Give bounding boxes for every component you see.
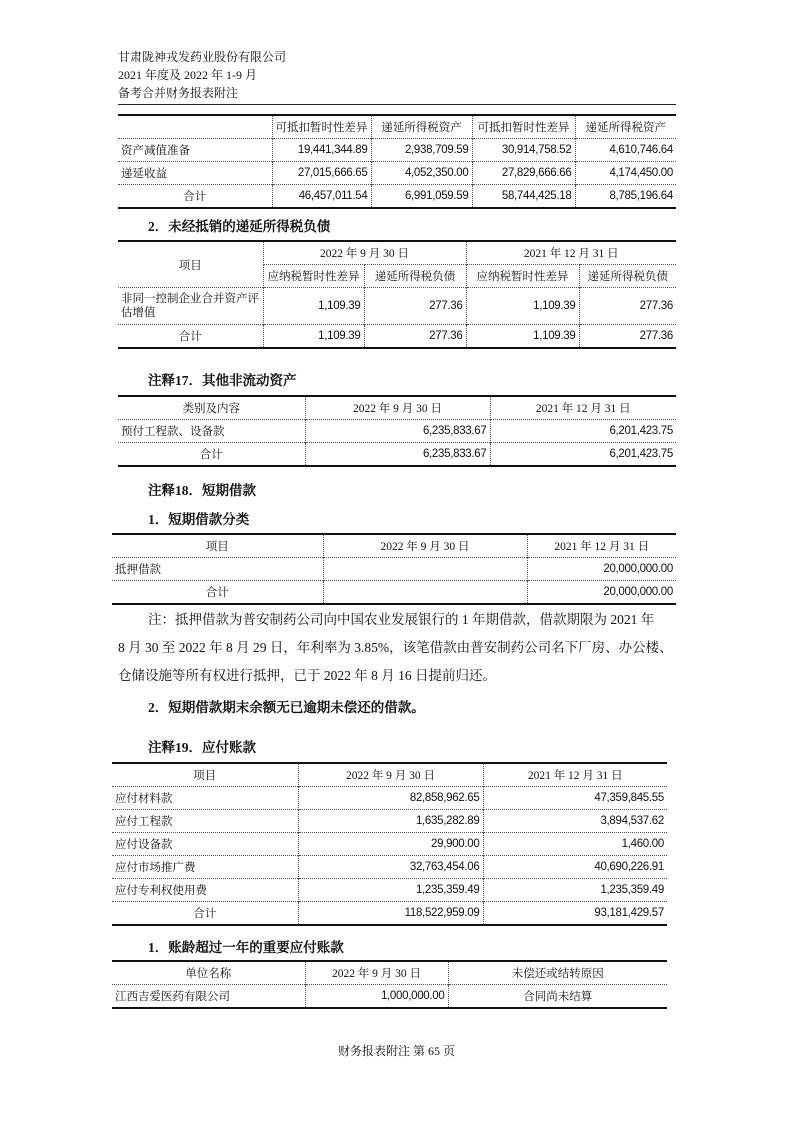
company-name: 甘肃陇神戎发药业股份有限公司 bbox=[118, 50, 287, 64]
note-line: 注：抵押借款为普安制药公司向中国农业发展银行的 1 年期借款，借款期限为 2021 年 bbox=[148, 612, 655, 627]
table-row bbox=[112, 879, 667, 902]
table-cell: 2022 年 9 月 30 日 bbox=[298, 763, 483, 787]
table-cell: 2022 年 9 月 30 日 bbox=[263, 241, 466, 265]
note18-heading: 注释18．短期借款 bbox=[148, 483, 256, 498]
table-cell: 2021 年 12 月 31 日 bbox=[466, 241, 676, 265]
table-cell: 合计 bbox=[118, 185, 272, 209]
header-divider bbox=[118, 104, 676, 105]
table-cell: 递延所得税资产 bbox=[575, 115, 676, 139]
section-heading: 1．短期借款分类 bbox=[148, 512, 250, 527]
accounts-payable-table bbox=[112, 762, 667, 926]
table-row bbox=[118, 139, 676, 162]
table-cell: 4,174,450.00 bbox=[575, 162, 676, 185]
table-cell: 未偿还或结转原因 bbox=[448, 961, 667, 985]
note-line: 8 月 30 至 2022 年 8 月 29 日，年利率为 3.85%，该笔借款由普安制药公司名下厂房、办公楼、 bbox=[118, 640, 673, 655]
table-cell bbox=[118, 115, 272, 139]
table-cell bbox=[323, 558, 527, 581]
table-cell: 应付设备款 bbox=[112, 833, 298, 856]
short-term-loans-table bbox=[112, 533, 676, 605]
table-cell: 递延收益 bbox=[118, 162, 272, 185]
table-cell: 合同尚未结算 bbox=[448, 985, 667, 1009]
table-cell: 2021 年 12 月 31 日 bbox=[483, 763, 667, 787]
table-cell: 资产减值准备 bbox=[118, 139, 272, 162]
table-cell: 2022 年 9 月 30 日 bbox=[305, 396, 490, 420]
table-cell: 6,201,423.75 bbox=[490, 443, 676, 467]
table-cell: 3,894,537.62 bbox=[483, 810, 667, 833]
table-cell: 合计 bbox=[118, 325, 263, 349]
table-cell: 项目 bbox=[118, 241, 263, 288]
table-cell: 4,610,746.64 bbox=[575, 139, 676, 162]
table-cell: 项目 bbox=[112, 534, 323, 558]
table-cell: 93,181,429.57 bbox=[483, 902, 667, 926]
table-row bbox=[112, 902, 667, 926]
table-cell: 6,991,059.59 bbox=[371, 185, 472, 209]
table-cell: 1,109.39 bbox=[263, 325, 364, 349]
table-cell: 应付市场推广费 bbox=[112, 856, 298, 879]
header-row bbox=[112, 961, 667, 985]
table-cell: 非同一控制企业合并资产评估增值 bbox=[118, 288, 263, 325]
table-cell: 29,900.00 bbox=[298, 833, 483, 856]
table-cell: 1,460.00 bbox=[483, 833, 667, 856]
table-row bbox=[118, 185, 676, 209]
note17-heading: 注释17．其他非流动资产 bbox=[148, 373, 297, 388]
deferred-tax-assets-table bbox=[118, 114, 676, 209]
table-cell bbox=[323, 581, 527, 605]
table-cell: 合计 bbox=[112, 581, 323, 605]
table-row bbox=[112, 985, 667, 1009]
table-cell: 82,858,962.65 bbox=[298, 787, 483, 810]
table-cell: 2022 年 9 月 30 日 bbox=[305, 961, 448, 985]
table-cell: 递延所得税负债 bbox=[579, 265, 676, 288]
table-cell: 58,744,425.18 bbox=[472, 185, 575, 209]
table-cell: 277.36 bbox=[579, 325, 676, 349]
table-row bbox=[112, 833, 667, 856]
table-row bbox=[112, 810, 667, 833]
table-cell: 应纳税暂时性差异 bbox=[263, 265, 364, 288]
table-row bbox=[118, 325, 676, 349]
table-cell: 递延所得税资产 bbox=[371, 115, 472, 139]
aged-payables-table bbox=[112, 960, 667, 1009]
table-cell: 1,235,359.49 bbox=[298, 879, 483, 902]
table-cell: 1,109.39 bbox=[263, 288, 364, 325]
table-cell: 46,457,011.54 bbox=[272, 185, 371, 209]
table-cell: 27,829,666.66 bbox=[472, 162, 575, 185]
table-row bbox=[112, 787, 667, 810]
table-row bbox=[112, 856, 667, 879]
table-cell: 1,109.39 bbox=[466, 288, 579, 325]
table-cell: 项目 bbox=[112, 763, 298, 787]
table-cell: 2021 年 12 月 31 日 bbox=[527, 534, 676, 558]
table-cell: 47,359,845.55 bbox=[483, 787, 667, 810]
table-cell: 118,522,959.09 bbox=[298, 902, 483, 926]
table-cell: 1,109.39 bbox=[466, 325, 579, 349]
table-cell: 应付工程款 bbox=[112, 810, 298, 833]
document-title: 备考合并财务报表附注 bbox=[118, 86, 239, 100]
table-row bbox=[112, 558, 676, 581]
note-paragraph bbox=[118, 606, 678, 690]
table-cell: 27,015,666.65 bbox=[272, 162, 371, 185]
table-row bbox=[118, 288, 676, 325]
table-cell: 应付专利权使用费 bbox=[112, 879, 298, 902]
page-footer: 财务报表附注 第 65 页 bbox=[337, 1044, 455, 1058]
table-cell: 6,235,833.67 bbox=[305, 443, 490, 467]
table-cell: 1,000,000.00 bbox=[305, 985, 448, 1009]
table-cell: 20,000,000.00 bbox=[527, 558, 676, 581]
table-cell: 可抵扣暂时性差异 bbox=[472, 115, 575, 139]
report-period: 2021 年度及 2022 年 1-9 月 bbox=[118, 68, 257, 82]
header-row bbox=[118, 396, 676, 420]
table-cell: 6,235,833.67 bbox=[305, 420, 490, 443]
table-cell: 32,763,454.06 bbox=[298, 856, 483, 879]
header-row bbox=[112, 763, 667, 787]
table-cell: 类别及内容 bbox=[118, 396, 305, 420]
table-cell: 应付材料款 bbox=[112, 787, 298, 810]
table-cell: 40,690,226.91 bbox=[483, 856, 667, 879]
table-cell: 8,785,196.64 bbox=[575, 185, 676, 209]
section-heading: 2．短期借款期末余额无已逾期未偿还的借款。 bbox=[148, 700, 425, 715]
other-noncurrent-assets-table bbox=[118, 395, 676, 467]
table-cell: 2,938,709.59 bbox=[371, 139, 472, 162]
table-cell: 6,201,423.75 bbox=[490, 420, 676, 443]
table-cell: 预付工程款、设备款 bbox=[118, 420, 305, 443]
table-cell: 合计 bbox=[118, 443, 305, 467]
note-line: 仓储设施等所有权进行抵押，已于 2022 年 8 月 16 日提前归还。 bbox=[118, 668, 496, 683]
section-heading: 1．账龄超过一年的重要应付账款 bbox=[148, 940, 344, 955]
table-cell: 递延所得税负债 bbox=[364, 265, 466, 288]
table-cell: 277.36 bbox=[364, 325, 466, 349]
table-cell: 江西吉爱医药有限公司 bbox=[112, 985, 305, 1009]
table-row bbox=[118, 420, 676, 443]
table-cell: 2021 年 12 月 31 日 bbox=[490, 396, 676, 420]
header-row bbox=[118, 115, 676, 139]
table-cell: 277.36 bbox=[579, 288, 676, 325]
table-row bbox=[112, 581, 676, 605]
table-row bbox=[118, 162, 676, 185]
table-cell: 19,441,344.89 bbox=[272, 139, 371, 162]
table-cell: 可抵扣暂时性差异 bbox=[272, 115, 371, 139]
table-cell: 应纳税暂时性差异 bbox=[466, 265, 579, 288]
table-cell: 2022 年 9 月 30 日 bbox=[323, 534, 527, 558]
table-cell: 1,635,282.89 bbox=[298, 810, 483, 833]
header-row bbox=[118, 241, 676, 265]
table-cell: 抵押借款 bbox=[112, 558, 323, 581]
table-cell: 单位名称 bbox=[112, 961, 305, 985]
header-row bbox=[112, 534, 676, 558]
table-cell: 1,235,359.49 bbox=[483, 879, 667, 902]
note19-heading: 注释19．应付账款 bbox=[148, 740, 256, 755]
table-cell: 合计 bbox=[112, 902, 298, 926]
deferred-tax-liabilities-table bbox=[118, 240, 676, 349]
table-row bbox=[118, 443, 676, 467]
section-heading: 2．未经抵销的递延所得税负债 bbox=[148, 219, 331, 234]
table-cell: 4,052,350.00 bbox=[371, 162, 472, 185]
table-cell: 30,914,758.52 bbox=[472, 139, 575, 162]
table-cell: 277.36 bbox=[364, 288, 466, 325]
table-cell: 20,000,000.00 bbox=[527, 581, 676, 605]
